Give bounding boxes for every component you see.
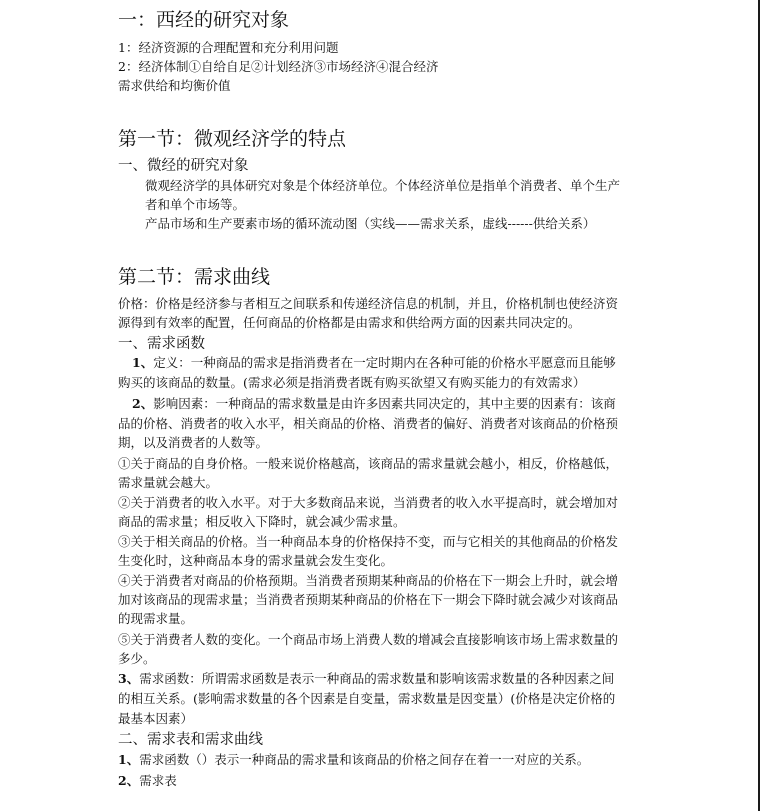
text-line: 期，以及消费者的人数等。 xyxy=(118,435,269,450)
list-text: 需求表 xyxy=(139,773,177,788)
list-number: 1、 xyxy=(118,752,140,767)
text-line: ④关于消费者对商品的价格预期。当消费者预期某种商品的价格在下一期会上升时，就会增 xyxy=(118,573,619,588)
list-number: 2、 xyxy=(132,396,154,411)
section-title-demand-curve: 第二节：需求曲线 xyxy=(118,266,271,288)
text-line: 需求量就会越大。 xyxy=(118,475,219,490)
text-line: ⑤关于消费者人数的变化。一个商品市场上消费人数的增减会直接影响该市场上需求数量的 xyxy=(118,632,619,647)
text-line: 商品的需求量；相反收入下降时，就会减少需求量。 xyxy=(118,514,406,529)
list-item-factors xyxy=(132,394,616,412)
text-line: 的相互关系。(影响需求数量的各个因素是自变量，需求数量是因变量）(价格是决定价格的 xyxy=(118,691,616,706)
subsection-title: 一、需求函数 xyxy=(118,336,205,352)
text-line: 最基本因素） xyxy=(118,711,194,726)
text-line: 需求供给和均衡价值 xyxy=(118,78,231,93)
text-line: ②关于消费者的收入水平。对于大多数商品来说，当消费者的收入水平提高时，就会增加对 xyxy=(118,495,619,510)
list-item-demand-function xyxy=(118,669,614,687)
text-line: ③关于相关商品的价格。当一种商品本身的价格保持不变，而与它相关的其他商品的价格发 xyxy=(118,534,619,549)
list-number: 3、 xyxy=(118,671,140,686)
list-item-definition xyxy=(132,353,616,371)
text-line: 加对该商品的现需求量；当消费者预期某种商品的价格在下一期会下降时就会减少对该商品 xyxy=(118,592,619,607)
list-item-demand-table xyxy=(118,771,177,789)
text-line: 1：经济资源的合理配置和充分利用问题 xyxy=(118,40,339,55)
subsection-title: 一、微经的研究对象 xyxy=(118,158,249,174)
text-line: 2：经济体制①自给自足②计划经济③市场经济④混合经济 xyxy=(118,59,439,74)
text-line: 的现需求量。 xyxy=(118,611,194,626)
section-title-micro-features: 第一节：微观经济学的特点 xyxy=(118,128,347,150)
text-line: ①关于商品的自身价格。一般来说价格越高，该商品的需求量就会越小，相反，价格越低， xyxy=(118,456,619,471)
subsection-title: 二、需求表和需求曲线 xyxy=(118,732,263,748)
text-line: 者和单个市场等。 xyxy=(145,197,246,212)
text-line: 微观经济学的具体研究对象是个体经济单位。个体经济单位是指单个消费者、单个生产 xyxy=(145,178,621,193)
text-line: 产品市场和生产要素市场的循环流动图（实线——需求关系，虚线------供给关系） xyxy=(145,216,596,231)
list-number: 1、 xyxy=(132,355,154,370)
text-line: 价格：价格是经济参与者相互之间联系和传递经济信息的机制，并且，价格机制也使经济资 xyxy=(118,296,619,311)
list-text: 需求函数（）表示一种商品的需求量和该商品的价格之间存在着一一对应的关系。 xyxy=(139,752,590,767)
text-line: 品的价格、消费者的收入水平，相关商品的价格、消费者的偏好、消费者对该商品的价格预 xyxy=(118,416,619,431)
list-text: 需求函数：所谓需求函数是表示一种商品的需求数量和影响该需求数量的各种因素之间 xyxy=(139,671,615,686)
list-text: 影响因素：一种商品的需求数量是由许多因素共同决定的，其中主要的因素有：该商 xyxy=(153,396,616,411)
list-number: 2、 xyxy=(118,773,140,788)
list-text: 定义：一种商品的需求是指消费者在一定时期内在各种可能的价格水平愿意而且能够 xyxy=(153,355,616,370)
section-title-research-object: 一：西经的研究对象 xyxy=(118,9,290,31)
text-line: 多少。 xyxy=(118,651,156,666)
text-line: 源得到有效率的配置，任何商品的价格都是由需求和供给两方面的因素共同决定的。 xyxy=(118,315,581,330)
text-line: 购买的该商品的数量。(需求必须是指消费者既有购买欲望又有购买能力的有效需求） xyxy=(118,375,586,390)
text-line: 生变化时，这种商品本身的需求量就会发生变化。 xyxy=(118,553,394,568)
list-item-demand-relation xyxy=(118,750,589,768)
